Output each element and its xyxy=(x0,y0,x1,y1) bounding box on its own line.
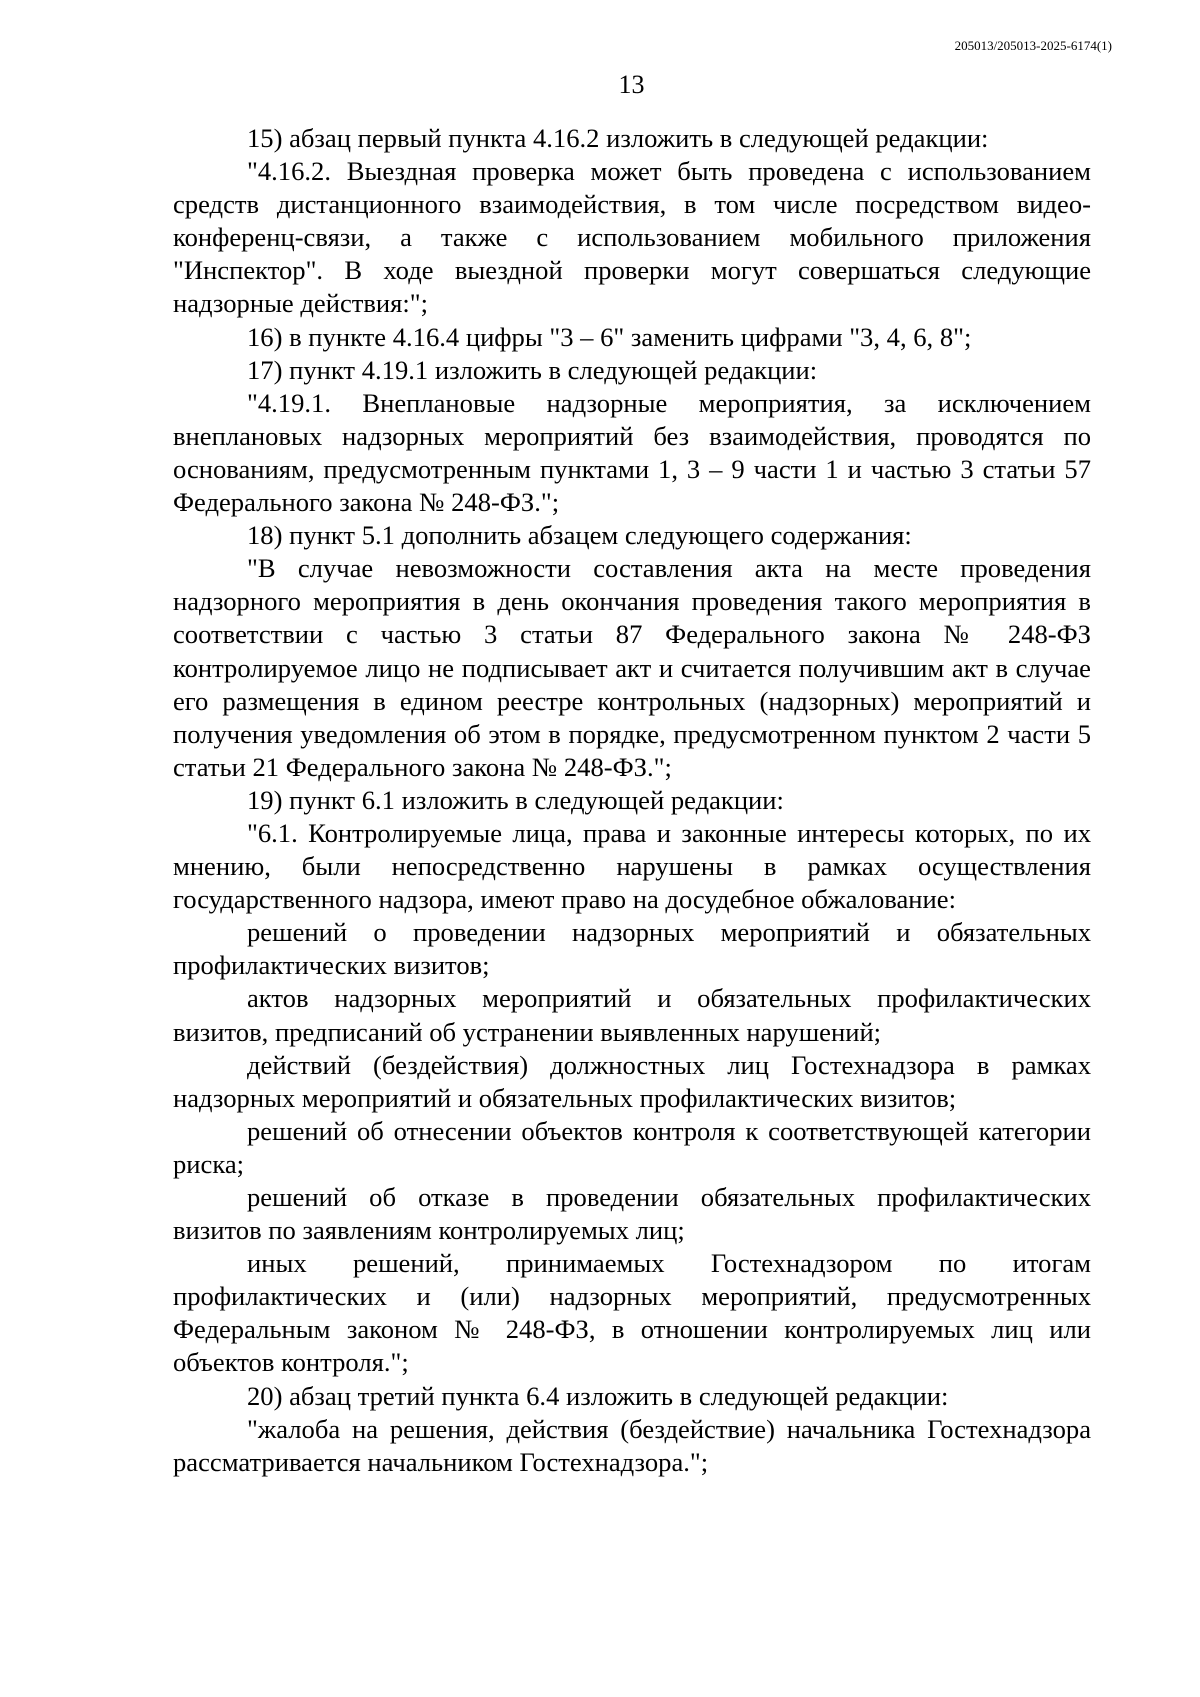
paragraph-item-20: 20) абзац третий пункта 6.4 изложить в следующей редакции: xyxy=(247,1380,949,1411)
list-item: действий (бездействия) должностных лиц Гостехнадзора в рамках надзорных мероприятий и обязательных профилактических визитов; xyxy=(173,1049,1091,1113)
paragraph-quote-6-4: "жалоба на решения, действия (бездействие) начальника Гостехнадзора рассматривается начальником Гостехнадзора."; xyxy=(173,1413,1091,1477)
document-body xyxy=(173,122,1091,1479)
paragraph-quote-5-1: "В случае невозможности составления акта на месте проведения надзорного мероприятия в день окончания проведения такого мероприятия в соответствии с частью 3 статьи 87 Федерального закона № 248-ФЗ контролируемое лицо не подписывает акт и считается получившим акт в случае его размещения в едином реестре контрольных (надзорных) мероприятий и получения уведомления об этом в порядке, предусмотренном пунктом 2 части 5 статьи 21 Федерального закона № 248-ФЗ."; xyxy=(173,553,1091,782)
paragraph-item-19: 19) пункт 6.1 изложить в следующей редакции: xyxy=(247,784,784,815)
paragraph-quote-6-1: "6.1. Контролируемые лица, права и законные интересы которых, по их мнению, были непосредственно нарушены в рамках осуществления государственного надзора, имеют право на досудебное обжалование: xyxy=(173,817,1091,915)
list-item: актов надзорных мероприятий и обязательных профилактических визитов, предписаний об устранении выявленных нарушений; xyxy=(173,983,1091,1047)
paragraph-item-15: 15) абзац первый пункта 4.16.2 изложить в следующей редакции: xyxy=(247,123,989,153)
list-item: решений о проведении надзорных мероприятий и обязательных профилактических визитов; xyxy=(173,917,1091,981)
paragraph-quote-4-19-1: "4.19.1. Внеплановые надзорные мероприятия, за исключением внеплановых надзорных мероприятий без взаимодействия, проводятся по основаниям, предусмотренным пунктами 1, 3 – 9 части 1 и частью 3 статьи 57 Федерального закона № 248-ФЗ."; xyxy=(173,387,1091,518)
paragraph-quote-4-16-2: "4.16.2. Выездная проверка может быть проведена с использованием средств дистанционного взаимодействия, в том числе посредством видео-конференц-связи, а также с использованием мобильного приложения "Инспектор". В ходе выездной проверки могут совершаться следующие надзорные действия:"; xyxy=(173,156,1091,319)
page-number: 13 xyxy=(618,70,645,99)
paragraph-item-16: 16) в пункте 4.16.4 цифры "3 – 6" заменить цифрами "3, 4, 6, 8"; xyxy=(247,321,972,352)
list-item: решений об отказе в проведении обязательных профилактических визитов по заявлениям контролируемых лиц; xyxy=(173,1182,1091,1246)
list-item: решений об отнесении объектов контроля к соответствующей категории риска; xyxy=(173,1115,1091,1179)
paragraph-item-17: 17) пункт 4.19.1 изложить в следующей редакции: xyxy=(247,354,818,385)
list-item: иных решений, принимаемых Гостехнадзором по итогам профилактических и (или) надзорных мероприятий, предусмотренных Федеральным законом № 248-ФЗ, в отношении контролируемых лиц или объектов контроля."; xyxy=(173,1248,1091,1378)
paragraph-item-18: 18) пункт 5.1 дополнить абзацем следующего содержания: xyxy=(247,520,912,551)
document-registration-number: 205013/205013-2025-6174(1) xyxy=(954,38,1112,53)
